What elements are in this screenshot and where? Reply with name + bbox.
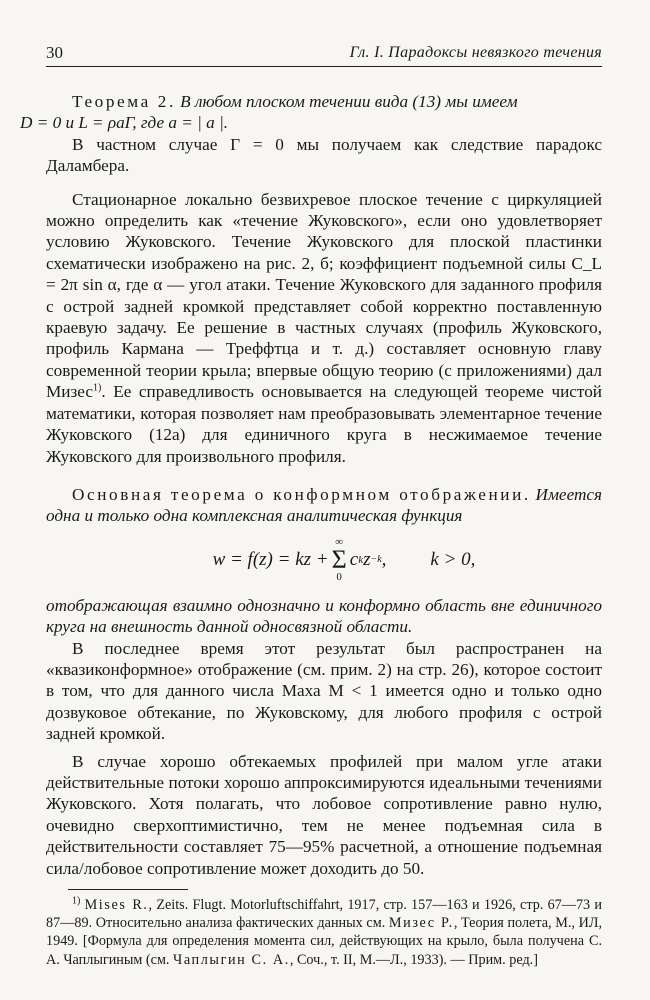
formula-condition: k > 0, — [430, 549, 476, 571]
main-theorem — [46, 484, 602, 527]
main-theorem-label: Основная теорема о конформном отображении. — [72, 484, 531, 504]
formula-comma: , — [381, 549, 387, 571]
footnote-text-1: , Zeits. Flugt. Motorluftschiffahrt, 1917, стр. 157—163 и 1926, стр. 67—73 и 87—89. Относительно анализа фактических данных см. — [46, 897, 602, 932]
footnote-author-mises-cyrillic: Мизес Р. — [388, 915, 454, 932]
paragraph-joukowski-text: Стационарное локально безвихревое плоское течение с циркуляцией можно определить как «течение Жуковского», если оно удовлетворяет условию Жуковского. Течение Жуковского для плоской пластинки схематически изображено на рис. 2, б; коэффициент подъемной силы C_L = 2π sin α, где α — угол атаки. Течение Жуковского для заданного профиля с острой задней кромкой представляет собой корректно поставленную краевую задачу. Ее решение в частных случаях (профиль Жуковского, профиль Кармана — Треффтца и т. д.) составляет основную главу современной теории крыла; впервые общую теорию (с приложениями) дал Мизес — [46, 189, 602, 402]
sum-upper-limit: ∞ — [335, 535, 344, 548]
footnote-author-chaplygin: Чаплыгин С. А. — [173, 951, 290, 968]
theorem-2-statement-line2: D = 0 и L = ρaΓ, где a = | a |. — [20, 113, 229, 133]
theorem-2-label: Теорема 2. — [72, 92, 176, 111]
sum-lower-limit: 0 — [336, 570, 342, 583]
theorem-2 — [20, 91, 602, 134]
formula-coefficient: c — [349, 549, 359, 571]
footnote-text-2: , Теория полета, М., ИЛ, 1949. [Формула для определения момента сил, действующих на крыло, была получена С. А. Чаплыгиным (см. — [46, 915, 602, 968]
sum-operator — [332, 537, 347, 583]
footnote — [46, 896, 602, 969]
paragraph-joukowski-tail: . Ее справедливость основывается на следующей теореме чистой математики, которая позволяет нам преобразовывать элементарное течение Жуковского (12а) для единичного круга в несжимаемое течение Жуковского для произвольного профиля. — [46, 382, 602, 466]
sum-symbol: Σ — [331, 544, 347, 574]
footnote-marker: 1) — [72, 895, 81, 907]
footnote-text-3: , Соч., т. II, М.—Л., 1933). — Прим. ред.] — [289, 951, 538, 968]
footnote-author-mises-latin: Mises R. — [84, 897, 149, 913]
conformal-map-formula: w = f(z) = kz + ∞ Σ 0 c k z −k , k > 0, — [212, 535, 476, 583]
running-title: Гл. I. Парадоксы невязкого течения — [349, 44, 602, 61]
footnote-reference[interactable]: 1) — [92, 382, 102, 394]
formula-variable: z — [363, 549, 371, 571]
main-theorem-continuation: отображающая взаимно однозначно и конформно область вне единичного круга на внешность данной односвязной области. — [46, 595, 602, 637]
paragraph-quasiconformal: В последнее время этот результат был распространен на «квазиконформное» отображение (см. прим. 2) на стр. 26), которое состоит в том, что для данного числа Маха M < 1 имеется одно и только одно дозвуковое обтекание, по Жуковскому, для любого профиля с острой задней кромкой. — [46, 638, 602, 744]
page-header — [46, 42, 602, 67]
paragraph-streamlined: В случае хорошо обтекаемых профилей при малом угле атаки действительные потоки хорошо аппроксимируются идеальными течениями Жуковского. Хотя полагать, что лобовое сопротивление равно нулю, очевидно сверхоптимистично, тем не менее подъемная сила в действительности составляет 75—95% расчетной, а отношение подъемная сила/лобовое сопротивление может доходить до 50. — [46, 751, 602, 878]
theorem-2-statement-line1: В любом плоском течении вида (13) мы имеем — [175, 92, 518, 111]
paragraph-joukowski-flow — [46, 189, 602, 467]
footnote-rule — [68, 889, 188, 890]
paragraph-dalamber: В частном случае Γ = 0 мы получаем как следствие парадокс Даламбера. — [46, 134, 602, 176]
main-theorem-statement: Имеется одна и только одна комплексная аналитическая функция — [46, 484, 602, 526]
formula-left: w = f(z) = kz + — [212, 549, 329, 571]
page-number: 30 — [46, 43, 63, 62]
